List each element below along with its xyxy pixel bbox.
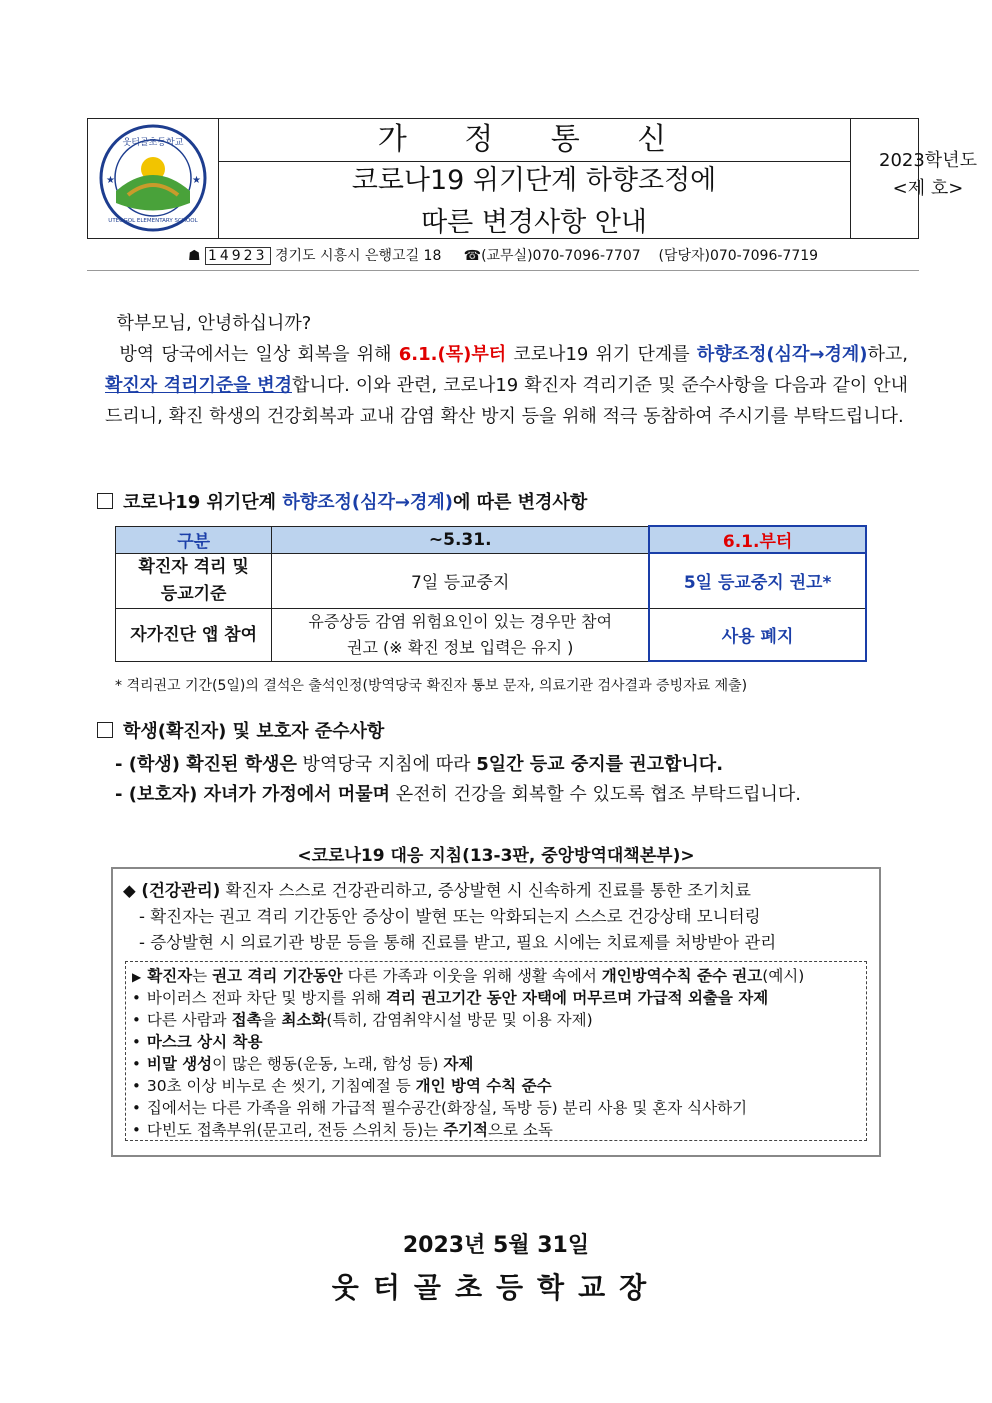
- section2-item-student: [115, 752, 723, 778]
- table-footnote: * 격리권고 기간(5일)의 결석은 출석인정(방역당국 확진자 통보 문자, 의료기관 검사결과 증빙자료 제출): [115, 678, 748, 694]
- year-cell: [850, 119, 977, 238]
- guide-list-item: [132, 1031, 262, 1053]
- logo-text-top: 웃터골초등학교: [122, 138, 184, 148]
- guide-list-text: 개인 방역 수칙 준수: [415, 1077, 552, 1095]
- title-line2: 따른 변경사항 안내: [421, 207, 647, 238]
- section1-title: [97, 490, 587, 516]
- table-row: [116, 608, 867, 661]
- intro-text-1: 방역 당국에서는 일상 회복을 위해: [119, 344, 399, 365]
- guide-list-text: 30초 이상 비누로 손 씻기, 기침예절 등: [146, 1077, 416, 1095]
- school-logo: [88, 119, 219, 238]
- checkbox-square-icon: [97, 722, 113, 738]
- section2-item-guardian: [115, 782, 801, 808]
- table-header-before: ~5.31.: [272, 526, 649, 553]
- guide-list-text: 확진자: [147, 967, 193, 985]
- guide-box: [111, 867, 881, 1157]
- title-main: 가 정 통 신: [218, 119, 850, 162]
- guide-list-text: 집에서는 다른 가족을 위해 가급적 필수공간(화장실, 독방 등) 분리 사용 및 혼자 식사하기: [146, 1099, 748, 1117]
- dot-bullet-icon: •: [132, 1099, 141, 1117]
- guide-list-text: (특히, 감염취약시설 방문 및 이용 자제): [326, 1011, 593, 1029]
- dot-bullet-icon: •: [132, 1055, 141, 1073]
- guide-list-item: [132, 1119, 553, 1141]
- dot-bullet-icon: •: [132, 1033, 141, 1051]
- building-icon: ☗: [187, 248, 205, 264]
- title-cell: [218, 119, 851, 238]
- intro-adjust: 하향조정(심각→경계): [696, 344, 868, 365]
- section2-title: [97, 719, 384, 745]
- guide-list-item: [132, 1053, 473, 1075]
- table-row-label: 자가진단 앱 참여: [116, 608, 272, 661]
- school-year: 2023학년도: [879, 150, 977, 171]
- section2-title-text: 학생(확진자) 및 보호자 준수사항: [123, 721, 385, 742]
- guide-list-text: 다빈도 접촉부위(문고리, 전등 스위치 등)는: [146, 1121, 444, 1139]
- item1-c: 5일간 등교 중지를 권고합니다.: [476, 754, 724, 775]
- table-row-before: 유증상등 감염 위험요인이 있는 경우만 참여 권고 (※ 확진 정보 입력은 유지 ): [272, 608, 649, 661]
- intro-date: 6.1.(목)부터: [398, 344, 507, 365]
- guide-list-item: [132, 1097, 747, 1119]
- change-table: [115, 525, 867, 662]
- guide-list-item: [132, 965, 804, 988]
- greeting-text: 학부모님, 안녕하십니까?: [116, 313, 312, 334]
- table-row-before: 7일 등교중지: [272, 553, 649, 608]
- guide-list-text: 개인방역수칙 준수 권고: [601, 967, 763, 985]
- intro-text-2: 코로나19 위기 단계를: [506, 344, 697, 365]
- dot-bullet-icon: •: [132, 989, 141, 1007]
- item2-a: - (보호자) 자녀가 가정에서 머물며: [115, 784, 391, 805]
- table-header-row: [116, 526, 867, 553]
- guide-list-text: 는: [192, 967, 213, 985]
- phone-office: ☎(교무실)070-7096-7707: [463, 248, 641, 264]
- postcode: 14923: [205, 247, 271, 265]
- guide-list-text: 다른 가족과 이웃을 위해 생활 속에서: [342, 967, 602, 985]
- guide-list-text: 다른 사람과: [146, 1011, 232, 1029]
- guide-main: [123, 879, 751, 903]
- svg-text:★: ★: [106, 175, 115, 186]
- guide-list-text: 최소화: [281, 1011, 327, 1029]
- intro-paragraph: [105, 339, 908, 432]
- guide-list-item: [132, 987, 768, 1009]
- table-header-category: 구분: [116, 526, 272, 553]
- guide-list-text: 으로 소독: [487, 1121, 553, 1139]
- checkbox-square-icon: [97, 493, 113, 509]
- dot-bullet-icon: •: [132, 1011, 141, 1029]
- phone-staff: (담당자)070-7096-7719: [658, 248, 819, 264]
- section1-title-a: 코로나19 위기단계: [123, 492, 283, 513]
- table-header-after: 6.1.부터: [649, 526, 866, 553]
- table-row-label: 확진자 격리 및 등교기준: [116, 553, 272, 608]
- guide-inner-box: [125, 961, 867, 1141]
- guide-sub1: - 확진자는 권고 격리 기간동안 증상이 발현 또는 악화되는지 스스로 건강상태 모니터링: [139, 907, 761, 926]
- guide-list-text: 접촉: [231, 1011, 262, 1029]
- section1-title-c: 에 따른 변경사항: [452, 492, 588, 513]
- guide-sub2: - 증상발현 시 의료기관 방문 등을 통해 진료를 받고, 필요 시에는 치료제를 처방받아 관리: [139, 933, 777, 952]
- guide-list-text: (예시): [762, 967, 805, 985]
- intro-text-3: 하고,: [867, 344, 908, 365]
- item1-b: 방역당국 지침에 따라: [296, 754, 477, 775]
- svg-text:★: ★: [192, 175, 201, 186]
- guide-main-b: 확진자 스스로 건강관리하고, 증상발현 시 신속하게 진료를 통한 조기치료: [220, 881, 751, 900]
- guide-list-text: 마스크 상시 착용: [146, 1033, 263, 1051]
- guide-list-text: 을: [261, 1011, 282, 1029]
- guide-list-text: 권고 격리 기간동안: [212, 967, 343, 985]
- address-line: [87, 244, 919, 271]
- guide-list-text: 이 많은 행동(운동, 노래, 함성 등): [212, 1055, 444, 1073]
- item1-a: - (학생) 확진된 학생은: [115, 754, 297, 775]
- item2-b: 온전히 건강을 회복할 수 있도록 협조 부탁드립니다.: [390, 784, 801, 805]
- dot-bullet-icon: •: [132, 1077, 141, 1095]
- school-principal: 웃터골초등학교장: [331, 1271, 661, 1304]
- issue-date: 2023년 5월 31일: [402, 1233, 590, 1258]
- greeting: [105, 308, 908, 339]
- table-row-after: 사용 폐지: [649, 608, 866, 661]
- header-box: [87, 118, 977, 239]
- guide-main-a: ◆ (건강관리): [123, 881, 221, 900]
- guide-list-item: [132, 1009, 593, 1031]
- guide-list-text: 바이러스 전파 차단 및 방지를 위해: [146, 989, 387, 1007]
- title-line1: 코로나19 위기단계 하향조정에: [351, 165, 717, 196]
- guide-list-text: 주기적: [443, 1121, 488, 1139]
- intro-change: 확진자 격리기준을 변경: [105, 375, 292, 396]
- dot-bullet-icon: •: [132, 1121, 141, 1139]
- address-text: 경기도 시흥시 은행고길 18: [274, 248, 442, 264]
- table-row-after: 5일 등교중지 권고*: [649, 553, 866, 608]
- logo-text-bottom: UTEOGOL ELEMENTARY SCHOOL: [108, 218, 198, 224]
- issue-number: <제 호>: [892, 178, 964, 199]
- section1-title-b: 하향조정(심각→경계): [282, 492, 453, 513]
- guide-list-text: 자제: [443, 1055, 474, 1073]
- guide-title: <코로나19 대응 지침(13-3판, 중앙방역대책본부)>: [297, 846, 695, 866]
- guide-list-item: [132, 1075, 552, 1097]
- triangle-bullet-icon: ▶: [132, 970, 142, 984]
- intro-text-4: 합니다. 이와 관련, 코로나19 확진자 격리기준 및 준수사항을 다음과 같이 안내드리니, 확진 학생의 건강회복과 교내 감염 확산 방지 등을 위해 적극 동참하여 주시기를 부탁드립니다.: [105, 375, 908, 427]
- table-row: [116, 553, 867, 608]
- guide-list-text: 격리 권고기간 동안 자택에 머무르며 가급적 외출을 자제: [386, 989, 769, 1007]
- guide-list-text: 비말 생성: [146, 1055, 213, 1073]
